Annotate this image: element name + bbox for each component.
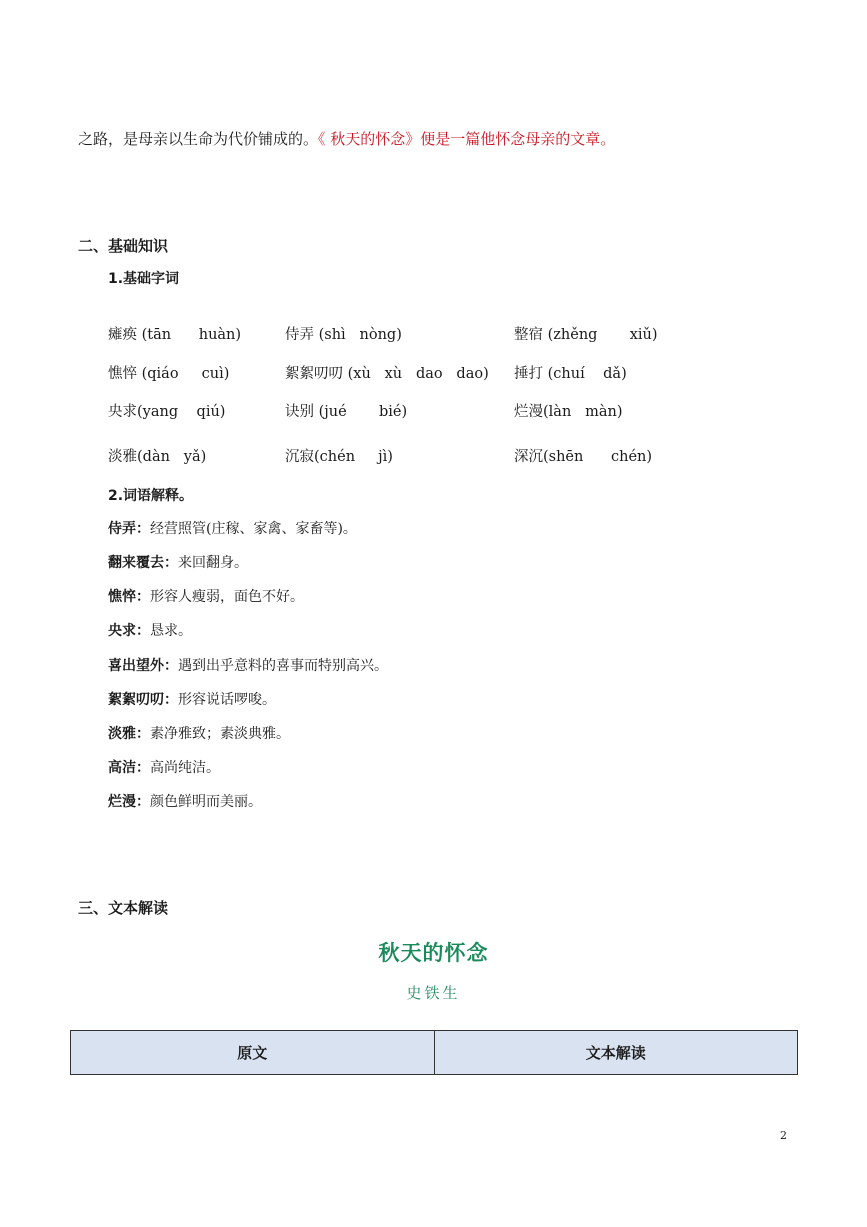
vocab-item: 憔悴 (qiáo cuì) — [108, 366, 230, 382]
definition-item: 侍弄：经营照管(庄稼、家禽、家畜等)。 — [108, 521, 357, 537]
definition-item: 央求：恳求。 — [108, 623, 192, 639]
intro-red-text: 《 秋天的怀念》便是一篇他怀念母亲的文章。 — [318, 130, 616, 148]
definition-item: 翻来覆去：来回翻身。 — [108, 555, 248, 571]
intro-paragraph — [78, 128, 615, 149]
section2-heading: 二、基础知识 — [78, 237, 169, 255]
definition-item: 高洁：高尚纯洁。 — [108, 760, 220, 776]
basic-words-heading: 1.基础字词 — [108, 271, 180, 287]
article-title: 秋天的怀念 — [378, 940, 489, 965]
section3-heading: 三、文本解读 — [78, 899, 169, 917]
definition-item: 烂漫：颜色鲜明而美丽。 — [108, 794, 262, 810]
table-header-original: 原文 — [237, 1044, 268, 1062]
definition-item: 淡雅：素净雅致；素淡典雅。 — [108, 726, 290, 742]
definition-item: 絮絮叨叨：形容说话啰唆。 — [108, 692, 276, 708]
article-author: 史铁生 — [406, 984, 461, 1002]
vocab-item: 整宿 (zhěng xiǔ) — [514, 327, 658, 343]
table-header-interpretation: 文本解读 — [434, 1031, 798, 1074]
vocab-item: 淡雅(dàn yǎ) — [108, 449, 207, 465]
page-number: 2 — [780, 1129, 787, 1142]
intro-text: 之路，是母亲以生命为代价铺成的。 — [78, 130, 319, 148]
vocab-item: 捶打 (chuí dǎ) — [514, 366, 627, 382]
vocab-item: 深沉(shēn chén) — [514, 449, 653, 465]
definition-item: 喜出望外：遇到出乎意料的喜事而特别高兴。 — [108, 658, 388, 674]
vocab-item: 烂漫(làn màn) — [514, 404, 623, 420]
vocab-item: 瘫痪 (tān huàn) — [108, 327, 242, 343]
vocab-item: 侍弄 (shì nòng) — [285, 327, 402, 343]
vocab-item: 诀别 (jué bié) — [285, 404, 408, 420]
definition-item: 憔悴：形容人瘦弱，面色不好。 — [108, 589, 304, 605]
vocab-item: 央求(yang qiú) — [108, 404, 226, 420]
vocab-item: 絮絮叨叨 (xù xù dao dao) — [285, 366, 489, 382]
vocab-item: 沉寂(chén jì) — [285, 449, 393, 465]
word-definitions-heading: 2.词语解释。 — [108, 488, 194, 504]
reading-table-header — [70, 1030, 798, 1075]
